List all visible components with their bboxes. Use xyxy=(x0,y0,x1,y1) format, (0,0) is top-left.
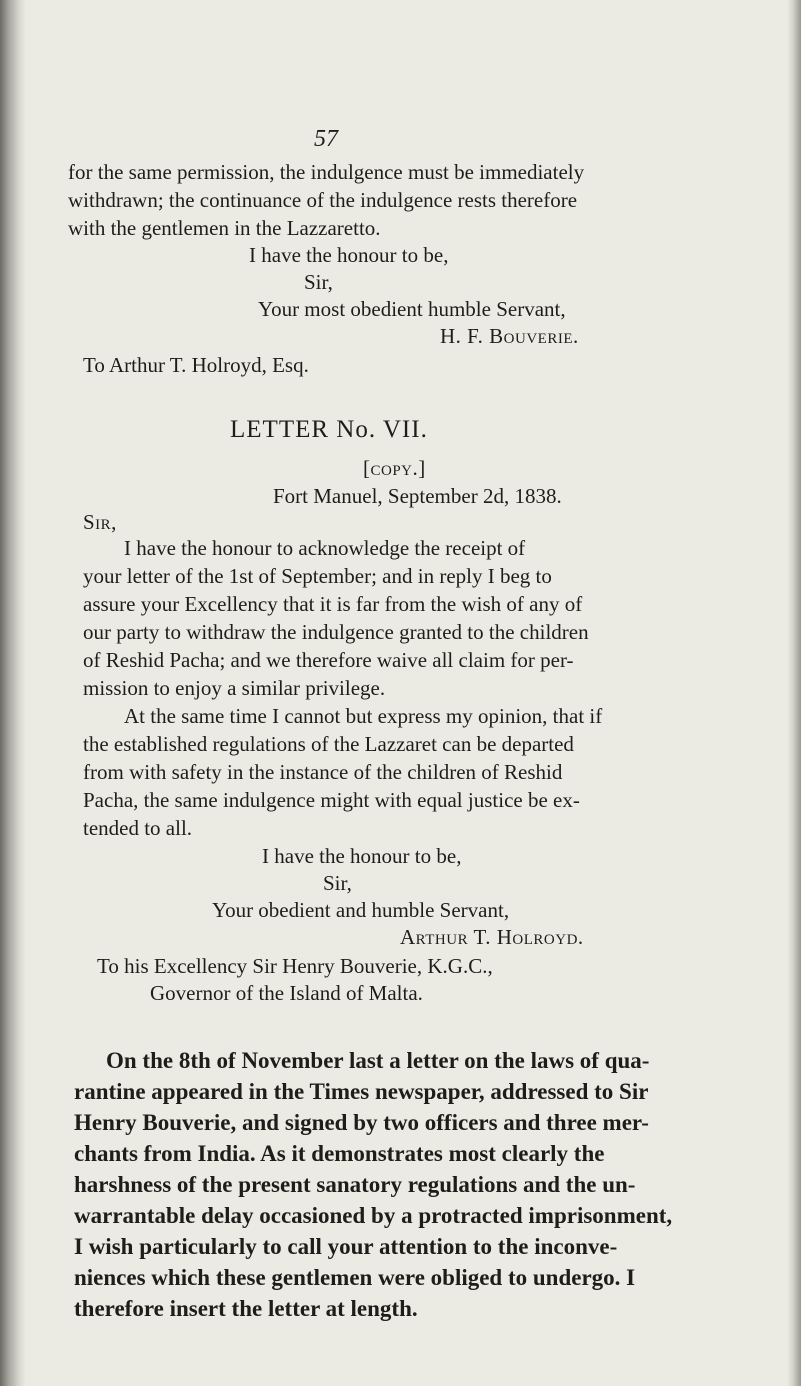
letter-heading: LETTER No. VII. xyxy=(230,416,428,443)
commentary-line: On the 8th of November last a letter on the laws of qua- xyxy=(106,1048,650,1073)
letter-body-line: mission to enjoy a similar privilege. xyxy=(83,676,386,700)
letter-closing-salutation: Sir, xyxy=(323,871,352,895)
top-letter-line: withdrawn; the continuance of the indulgence rests therefore xyxy=(68,188,578,212)
commentary-line: chants from India. As it demonstrates most clearly the xyxy=(74,1141,605,1166)
letter-body-line: Pacha, the same indulgence might with equal justice be ex- xyxy=(83,788,580,812)
letter-salutation: Sir, xyxy=(83,510,117,534)
letter-body-line: from with safety in the instance of the children of Reshid xyxy=(83,760,563,784)
letter-body-line: of Reshid Pacha; and we therefore waive all claim for per- xyxy=(83,648,574,672)
page-edge-shadow-right xyxy=(787,0,801,1386)
commentary-line: Henry Bouverie, and signed by two officers and three mer- xyxy=(74,1110,649,1135)
top-letter-closing: I have the honour to be, xyxy=(249,243,449,267)
letter-body-line: our party to withdraw the indulgence granted to the children xyxy=(83,620,589,644)
place-date: Fort Manuel, September 2d, 1838. xyxy=(273,484,562,508)
top-letter-salutation: Sir, xyxy=(304,270,333,294)
commentary-line: therefore insert the letter at length. xyxy=(74,1296,418,1321)
top-letter-signature: H. F. Bouverie. xyxy=(440,324,579,348)
top-letter-addressee: To Arthur T. Holroyd, Esq. xyxy=(83,353,309,377)
top-letter-line: for the same permission, the indulgence must be immediately xyxy=(68,160,585,184)
letter-addressee: Governor of the Island of Malta. xyxy=(150,981,423,1005)
commentary-line: harshness of the present sanatory regulations and the un- xyxy=(74,1172,636,1197)
letter-addressee: To his Excellency Sir Henry Bouverie, K.G.C., xyxy=(97,954,493,978)
letter-body-line: At the same time I cannot but express my opinion, that if xyxy=(124,704,603,728)
commentary-line: I wish particularly to call your attention to the inconve- xyxy=(74,1234,618,1259)
commentary-line: warrantable delay occasioned by a protracted imprisonment, xyxy=(74,1203,673,1228)
letter-body-line: tended to all. xyxy=(83,816,193,840)
letter-body-line: your letter of the 1st of September; and in reply I beg to xyxy=(83,564,552,588)
top-letter-line: with the gentlemen in the Lazzaretto. xyxy=(68,216,381,240)
commentary-line: rantine appeared in the Times newspaper, addressed to Sir xyxy=(74,1079,649,1104)
letter-signature: Arthur T. Holroyd. xyxy=(400,925,584,949)
letter-sign-off: Your obedient and humble Servant, xyxy=(212,898,510,922)
page-edge-shadow-left xyxy=(0,0,26,1386)
commentary-line: niences which these gentlemen were obliged to undergo. I xyxy=(74,1265,636,1290)
page-number: 57 xyxy=(314,126,338,152)
letter-body-line: assure your Excellency that it is far from the wish of any of xyxy=(83,592,583,616)
top-letter-sign-off: Your most obedient humble Servant, xyxy=(258,297,566,321)
letter-closing: I have the honour to be, xyxy=(262,844,462,868)
letter-body-line: the established regulations of the Lazzaret can be departed xyxy=(83,732,574,756)
copy-mark: [copy.] xyxy=(363,456,426,480)
letter-body-line: I have the honour to acknowledge the receipt of xyxy=(124,536,526,560)
